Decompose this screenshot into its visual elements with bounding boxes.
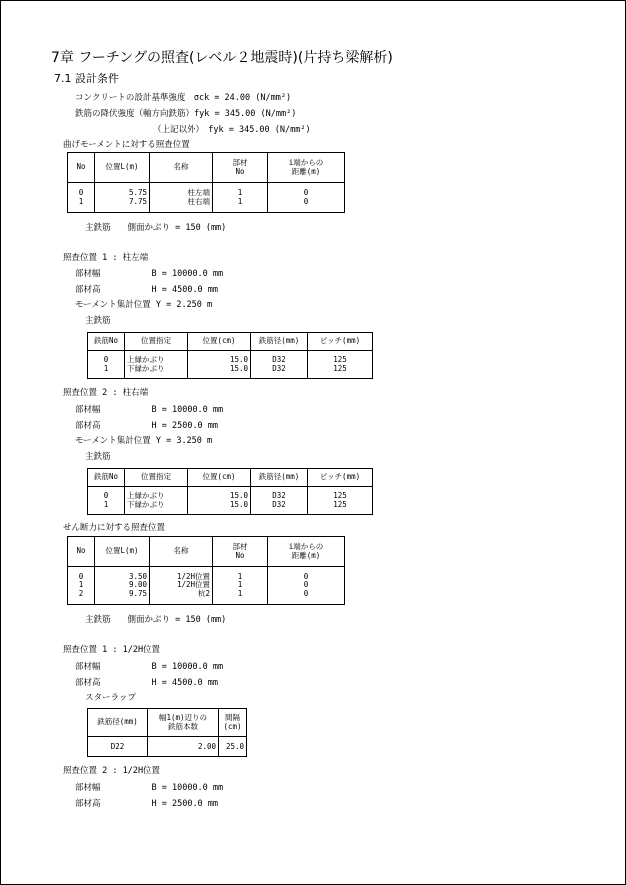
table-row (88, 737, 247, 757)
check-position-heading: 照査位置 1 : 柱左端 (63, 253, 149, 263)
cell-distance: 0 0 (268, 183, 345, 213)
main-rebar-table (87, 332, 373, 379)
cell-no: 0 1 2 (68, 567, 95, 605)
col-rebar-diameter: 鉄筋径(mm) (251, 469, 308, 487)
cell-member: 1 1 (213, 183, 268, 213)
col-rebar-diameter: 鉄筋径(mm) (88, 709, 148, 737)
col-position-cm: 位置(cm) (188, 469, 251, 487)
col-rebar-no: 鉄筋No (88, 469, 125, 487)
main-rebar-cover: 主鉄筋 側面かぶり = 150 (mm) (85, 223, 227, 233)
col-rebar-no: 鉄筋No (88, 333, 125, 351)
cell-rebar-diameter: D22 (88, 737, 148, 757)
cell-pitch: 125 125 (308, 487, 373, 515)
member-width: 部材幅 B = 10000.0 mm (75, 405, 224, 415)
table-row (88, 487, 373, 515)
col-spacing: 間隔 (cm) (219, 709, 247, 737)
check-position-heading: 照査位置 2 : 1/2H位置 (63, 766, 161, 776)
cell-rebar-count: 2.00 (148, 737, 219, 757)
col-no: No (68, 153, 95, 183)
moment-check-heading: 曲げモーメントに対する照査位置 (63, 140, 190, 150)
member-width: 部材幅 B = 10000.0 mm (75, 783, 224, 793)
shear-check-heading: せん断力に対する照査位置 (63, 523, 166, 533)
section-title: 7.1 設計条件 (54, 72, 119, 85)
col-distance: i端からの 距離(m) (268, 537, 345, 567)
rebar-yield-axial: 鉄筋の降伏強度（軸方向鉄筋）fyk = 345.00 (N/mm²) (75, 109, 297, 119)
col-position-spec: 位置指定 (125, 469, 188, 487)
col-position: 位置L(m) (95, 537, 150, 567)
shear-position-table (67, 536, 345, 605)
member-height: 部材高 H = 2500.0 mm (75, 799, 219, 809)
stirrup-table (87, 708, 247, 757)
cell-name: 1/2H位置 1/2H位置 杭2 (150, 567, 213, 605)
col-rebar-count: 幅1(m)辺りの 鉄筋本数 (148, 709, 219, 737)
cell-distance: 0 0 0 (268, 567, 345, 605)
col-name: 名称 (150, 153, 213, 183)
cell-spacing: 25.0 (219, 737, 247, 757)
main-rebar-label: 主鉄筋 (85, 316, 111, 326)
col-distance: i端からの 距離(m) (268, 153, 345, 183)
table-row (68, 183, 345, 213)
col-pitch: ピッチ(mm) (308, 333, 373, 351)
cell-name: 柱左端 柱右端 (150, 183, 213, 213)
main-rebar-cover: 主鉄筋 側面かぶり = 150 (mm) (85, 615, 227, 625)
cell-rebar-no: 0 1 (88, 351, 125, 379)
member-height: 部材高 H = 4500.0 mm (75, 285, 219, 295)
member-width: 部材幅 B = 10000.0 mm (75, 662, 224, 672)
cell-position-spec: 上縁かぶり 下縁かぶり (125, 351, 188, 379)
table-row (88, 351, 373, 379)
table-row (68, 567, 345, 605)
col-position-spec: 位置指定 (125, 333, 188, 351)
cell-position-cm: 15.0 15.0 (188, 351, 251, 379)
moment-position-table (67, 152, 345, 213)
moment-aggregate-position: モーメント集計位置 Y = 3.250 m (75, 436, 213, 446)
cell-pitch: 125 125 (308, 351, 373, 379)
cell-no: 0 1 (68, 183, 95, 213)
chapter-title: 7章 フーチングの照査(レベル２地震時)(片持ち梁解析) (51, 50, 393, 66)
rebar-yield-other: （上記以外） fyk = 345.00 (N/mm²) (153, 125, 311, 135)
col-no: No (68, 537, 95, 567)
cell-position-cm: 15.0 15.0 (188, 487, 251, 515)
cell-position-spec: 上縁かぶり 下縁かぶり (125, 487, 188, 515)
moment-aggregate-position: モーメント集計位置 Y = 2.250 m (75, 300, 213, 310)
cell-position: 3.50 9.00 9.75 (95, 567, 150, 605)
check-position-heading: 照査位置 2 : 柱右端 (63, 388, 149, 398)
main-rebar-label: 主鉄筋 (85, 452, 111, 462)
check-position-heading: 照査位置 1 : 1/2H位置 (63, 645, 161, 655)
col-pitch: ピッチ(mm) (308, 469, 373, 487)
cell-rebar-diameter: D32 D32 (251, 351, 308, 379)
cell-member: 1 1 1 (213, 567, 268, 605)
col-rebar-diameter: 鉄筋径(mm) (251, 333, 308, 351)
col-member: 部材 No (213, 537, 268, 567)
col-member: 部材 No (213, 153, 268, 183)
col-position: 位置L(m) (95, 153, 150, 183)
cell-rebar-no: 0 1 (88, 487, 125, 515)
col-name: 名称 (150, 537, 213, 567)
member-height: 部材高 H = 4500.0 mm (75, 678, 219, 688)
cell-position: 5.75 7.75 (95, 183, 150, 213)
stirrup-label: スターラップ (85, 693, 136, 703)
concrete-strength: コンクリートの設計基準強度 σck = 24.00 (N/mm²) (75, 93, 292, 103)
member-width: 部材幅 B = 10000.0 mm (75, 269, 224, 279)
col-position-cm: 位置(cm) (188, 333, 251, 351)
member-height: 部材高 H = 2500.0 mm (75, 421, 219, 431)
main-rebar-table (87, 468, 373, 515)
cell-rebar-diameter: D32 D32 (251, 487, 308, 515)
